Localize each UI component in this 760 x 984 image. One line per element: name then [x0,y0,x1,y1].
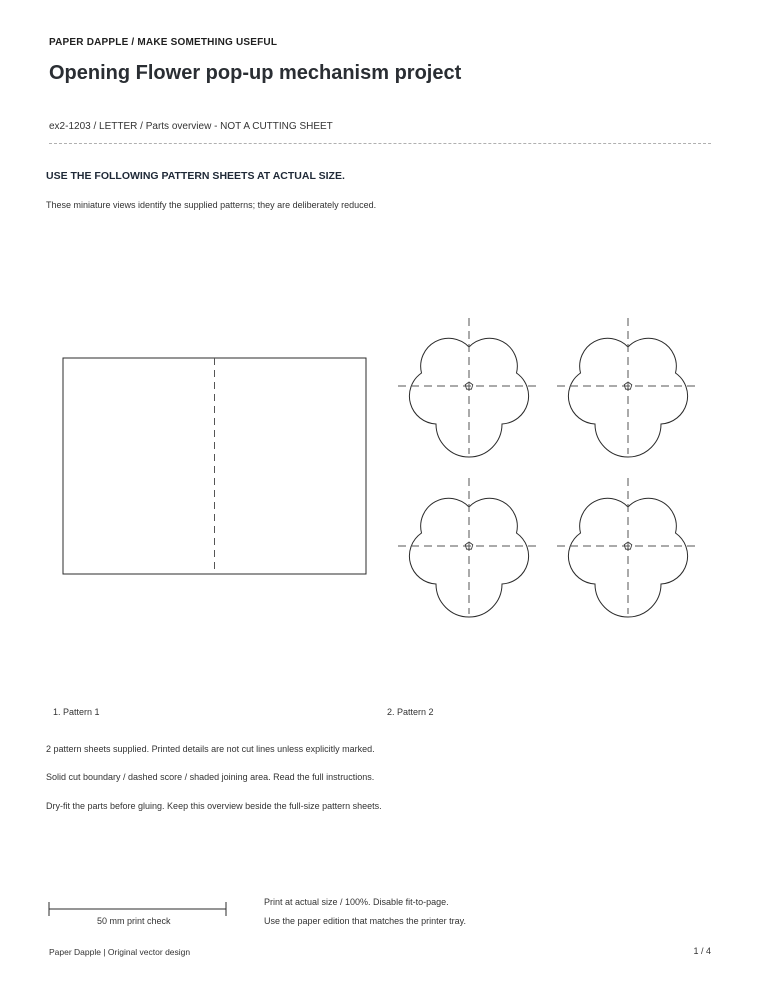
card-base-pattern-icon [63,358,366,574]
print-note-actual-size: Print at actual size / 100%. Disable fit-to-page. [264,897,449,907]
scale-check-label: 50 mm print check [97,916,171,926]
instructions-heading: USE THE FOLLOWING PATTERN SHEETS AT ACTUAL SIZE. [46,170,345,182]
document-meta: ex2-1203 / LETTER / Parts overview - NOT A CUTTING SHEET [49,121,333,132]
pattern-caption-1: 1. Pattern 1 [53,707,100,717]
flower-piece-4 [557,478,699,617]
note-sheets: 2 pattern sheets supplied. Printed details are not cut lines unless explicitly marked. [46,744,375,754]
scale-bar-icon [49,902,226,916]
flower-pattern-icon [398,318,699,617]
brand-header: PAPER DAPPLE / MAKE SOMETHING USEFUL [49,37,278,48]
flower-piece-3 [398,478,540,617]
note-dry-fit: Dry-fit the parts before gluing. Keep this overview beside the full-size pattern sheets. [46,801,382,811]
flower-piece-1 [398,318,540,457]
page-number: 1 / 4 [693,946,711,956]
print-note-paper: Use the paper edition that matches the printer tray. [264,916,466,926]
pattern-caption-2: 2. Pattern 2 [387,707,434,717]
page-title: Opening Flower pop-up mechanism project [49,62,462,84]
flower-piece-2 [557,318,699,457]
footer-credit: Paper Dapple | Original vector design [49,947,191,957]
instructions-subtext: These miniature views identify the supplied patterns; they are deliberately reduced. [46,200,377,210]
note-legend: Solid cut boundary / dashed score / shaded joining area. Read the full instructions. [46,772,375,782]
